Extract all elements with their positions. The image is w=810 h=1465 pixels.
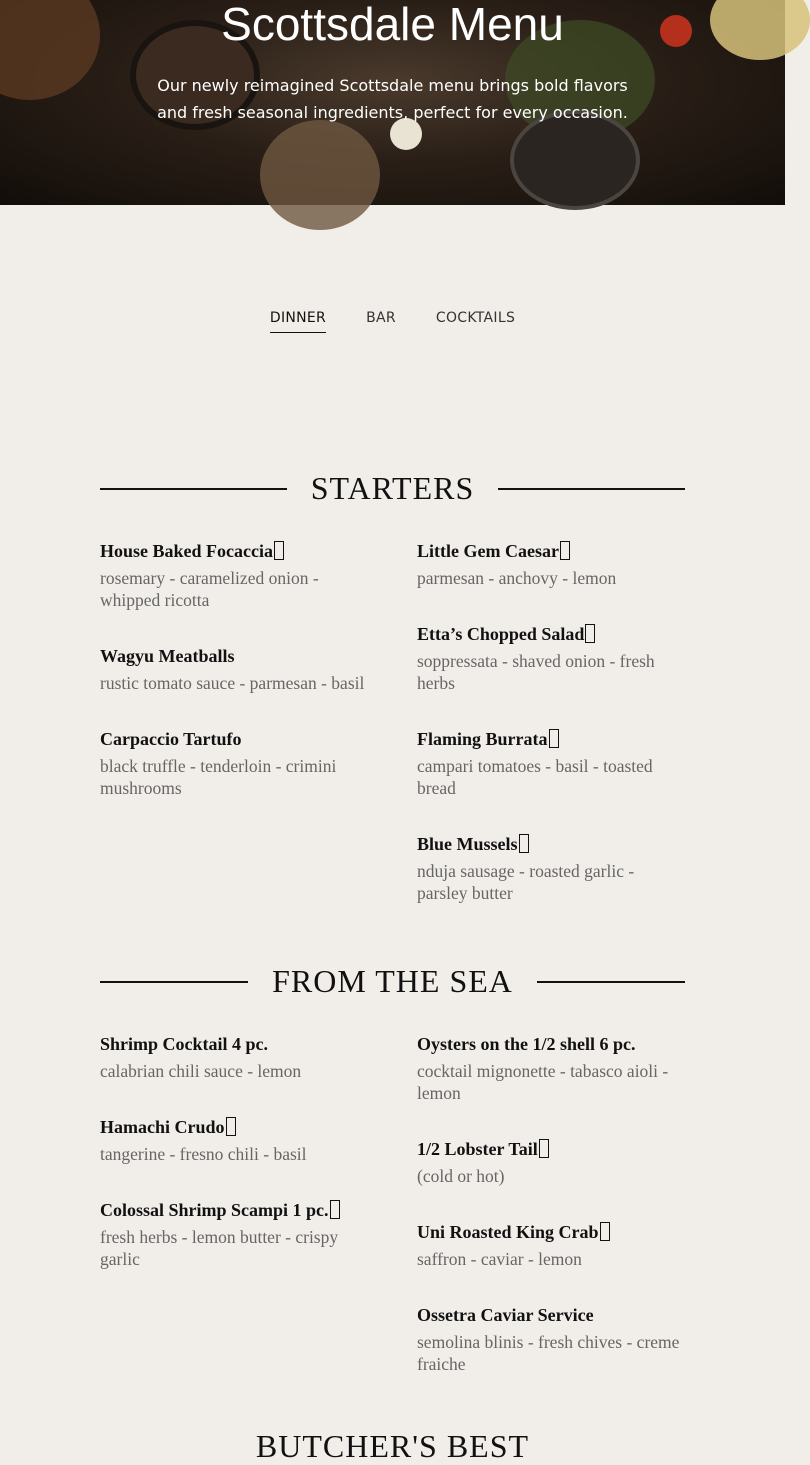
hero-subtitle-line: and fresh seasonal ingredients, perfect for every occasion. [157,103,628,122]
item-description: cocktail mignonette - tabasco aioli - lemon [417,1061,669,1103]
item-description: black truffle - tenderloin - crimini mushrooms [100,756,337,798]
tab-dinner[interactable]: DINNER [270,310,326,333]
section-title: BUTCHER'S BEST [255,1428,530,1464]
divider [498,488,685,490]
item-name: Shrimp Cocktail 4 pc. [100,1034,269,1054]
menu-item [417,538,685,589]
menu-item [417,621,685,694]
hero-banner [0,0,785,205]
item-description: tangerine - fresno chili - basil [100,1144,307,1164]
section-header-from-the-sea [100,963,685,1000]
item-description: rosemary - caramelized onion - whipped ricotta [100,568,319,610]
menu-item [417,831,685,904]
menu-item [100,643,368,694]
missing-glyph-icon [585,624,595,643]
menu-column-right [417,538,685,936]
section-title: STARTERS [310,470,475,506]
missing-glyph-icon [519,834,529,853]
menu-item [100,726,368,799]
menu-item [417,726,685,799]
divider [537,981,685,983]
menu-tabs [0,310,785,333]
divider [100,981,248,983]
item-name: Hamachi Crudo [100,1114,368,1141]
item-description: calabrian chili sauce - lemon [100,1061,302,1081]
item-name: House Baked Focaccia [100,538,368,565]
missing-glyph-icon [560,541,570,560]
menu-column-left [100,538,368,831]
divider [100,488,287,490]
menu-item [100,538,368,611]
menu-item [417,1136,685,1187]
section-header-starters [100,470,685,507]
missing-glyph-icon [600,1222,610,1241]
item-description: nduja sausage - roasted garlic - parsley butter [417,861,635,903]
menu-item [100,1031,368,1082]
item-name: Ossetra Caviar Service [417,1305,594,1325]
item-description: (cold or hot) [417,1166,505,1186]
item-description: rustic tomato sauce - parmesan - basil [100,673,365,693]
item-description: saffron - caviar - lemon [417,1249,582,1269]
menu-item [417,1031,685,1104]
missing-glyph-icon [549,729,559,748]
menu-item [417,1219,685,1270]
menu-item [100,1114,368,1165]
section-title: FROM THE SEA [272,963,513,999]
menu-item [417,1302,685,1375]
menu-item [100,1197,368,1270]
item-description: soppressata - shaved onion - fresh herbs [417,651,655,693]
item-name: 1/2 Lobster Tail [417,1136,685,1163]
menu-column-left [100,1031,368,1302]
hero-subtitle [0,72,785,126]
tab-cocktails[interactable]: COCKTAILS [435,310,516,326]
item-name: Colossal Shrimp Scampi 1 pc. [100,1197,368,1224]
item-name: Oysters on the 1/2 shell 6 pc. [417,1034,636,1054]
item-description: semolina blinis - fresh chives - creme fraiche [417,1332,680,1374]
item-name: Uni Roasted King Crab [417,1219,685,1246]
tab-bar[interactable]: BAR [366,310,396,326]
missing-glyph-icon [274,541,284,560]
food-plate-image [260,120,380,230]
item-name: Etta’s Chopped Salad [417,621,685,648]
item-name: Little Gem Caesar [417,538,685,565]
missing-glyph-icon [539,1139,549,1158]
missing-glyph-icon [330,1200,340,1219]
item-name: Blue Mussels [417,831,685,858]
item-name: Flaming Burrata [417,726,685,753]
item-name: Wagyu Meatballs [100,646,235,666]
menu-column-right [417,1031,685,1407]
item-name: Carpaccio Tartufo [100,729,242,749]
page-title: Scottsdale Menu [221,0,564,50]
item-description: campari tomatoes - basil - toasted bread [417,756,653,798]
missing-glyph-icon [226,1117,236,1136]
section-header-butchers-best [100,1428,685,1465]
hero-subtitle-line: Our newly reimagined Scottsdale menu brings bold flavors [157,76,628,95]
item-description: fresh herbs - lemon butter - crispy garlic [100,1227,339,1269]
item-description: parmesan - anchovy - lemon [417,568,617,588]
